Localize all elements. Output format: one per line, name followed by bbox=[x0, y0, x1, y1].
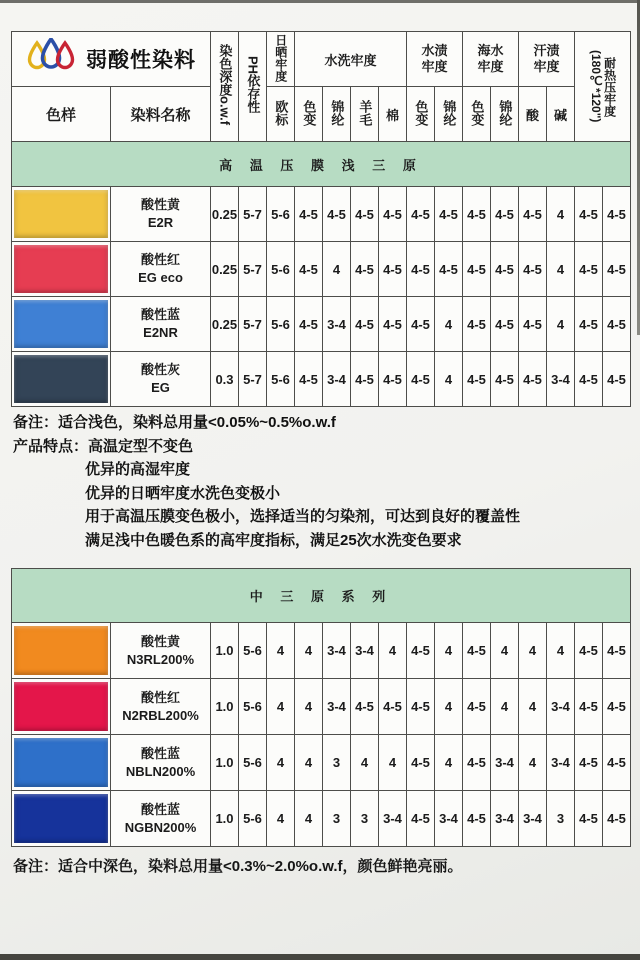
value-cell: 4-5 bbox=[603, 791, 631, 847]
value-cell: 5-6 bbox=[239, 623, 267, 679]
swatch-cell bbox=[12, 679, 111, 735]
brand-title: 弱酸性染料 bbox=[86, 49, 196, 72]
value-cell: 4-5 bbox=[435, 187, 463, 242]
value-cell: 5-6 bbox=[267, 242, 295, 297]
table-row bbox=[12, 735, 631, 791]
col-sweat-acid: 酸 bbox=[519, 87, 547, 142]
series-banner-row bbox=[12, 569, 631, 623]
value-cell: 4-5 bbox=[575, 735, 603, 791]
value-cell: 4 bbox=[295, 735, 323, 791]
table-row bbox=[12, 623, 631, 679]
header-group-row bbox=[12, 32, 631, 87]
value-cell: 5-7 bbox=[239, 297, 267, 352]
medium-trichromatic-table bbox=[11, 568, 631, 847]
table-row bbox=[12, 791, 631, 847]
value-cell: 3 bbox=[351, 791, 379, 847]
value-cell: 4 bbox=[435, 352, 463, 407]
dye-name: 酸性蓝 NGBN200% bbox=[111, 791, 211, 847]
value-cell: 4-5 bbox=[575, 352, 603, 407]
value-cell: 4-5 bbox=[407, 735, 435, 791]
value-cell: 4-5 bbox=[519, 242, 547, 297]
value-cell: 4-5 bbox=[603, 242, 631, 297]
col-sun-eu: 欧标 bbox=[267, 87, 295, 142]
value-cell: 4 bbox=[547, 623, 575, 679]
value-cell: 4-5 bbox=[379, 187, 407, 242]
col-sweat-alkali: 碱 bbox=[547, 87, 575, 142]
value-cell: 1.0 bbox=[211, 679, 239, 735]
value-cell: 4-5 bbox=[603, 679, 631, 735]
dye-name: 酸性红 EG eco bbox=[111, 242, 211, 297]
col-wash-group: 水洗牢度 bbox=[295, 32, 407, 87]
value-cell: 3-4 bbox=[351, 623, 379, 679]
value-cell: 4 bbox=[519, 623, 547, 679]
value-cell: 4-5 bbox=[351, 297, 379, 352]
feature-item: 优异的高湿牢度 bbox=[85, 461, 191, 478]
value-cell: 5-7 bbox=[239, 187, 267, 242]
col-wash-cotton: 棉 bbox=[379, 87, 407, 142]
heat-name-label: 耐热压牢度 bbox=[602, 56, 617, 117]
value-cell: 4-5 bbox=[407, 297, 435, 352]
table-row bbox=[12, 679, 631, 735]
col-sea-group: 海水牢度 bbox=[463, 32, 519, 87]
value-cell: 4 bbox=[267, 791, 295, 847]
value-cell: 4-5 bbox=[463, 297, 491, 352]
value-cell: 4 bbox=[295, 791, 323, 847]
value-cell: 4-5 bbox=[491, 352, 519, 407]
value-cell: 4-5 bbox=[323, 187, 351, 242]
value-cell: 1.0 bbox=[211, 735, 239, 791]
value-cell: 4-5 bbox=[519, 352, 547, 407]
value-cell: 4 bbox=[267, 623, 295, 679]
value-cell: 5-6 bbox=[239, 735, 267, 791]
swatch-cell bbox=[12, 791, 111, 847]
value-cell: 3 bbox=[323, 735, 351, 791]
feature-item: 优异的日晒牢度水洗色变极小 bbox=[85, 484, 281, 502]
value-cell: 4-5 bbox=[603, 352, 631, 407]
value-cell: 3-4 bbox=[323, 679, 351, 735]
value-cell: 4-5 bbox=[575, 679, 603, 735]
value-cell: 4 bbox=[547, 242, 575, 297]
value-cell: 4-5 bbox=[463, 791, 491, 847]
value-cell: 4-5 bbox=[463, 352, 491, 407]
table-row bbox=[12, 242, 631, 297]
value-cell: 4 bbox=[295, 623, 323, 679]
color-swatch bbox=[14, 190, 108, 238]
value-cell: 4-5 bbox=[407, 679, 435, 735]
value-cell: 1.0 bbox=[211, 623, 239, 679]
value-cell: 3-4 bbox=[519, 791, 547, 847]
value-cell: 4-5 bbox=[491, 297, 519, 352]
value-cell: 3-4 bbox=[379, 791, 407, 847]
heat-temp-label: (180℃*120") bbox=[589, 50, 604, 123]
value-cell: 4-5 bbox=[435, 242, 463, 297]
value-cell: 4-5 bbox=[463, 623, 491, 679]
table1-notes bbox=[13, 411, 623, 552]
value-cell: 4-5 bbox=[351, 352, 379, 407]
value-cell: 4-5 bbox=[575, 187, 603, 242]
value-cell: 5-7 bbox=[239, 242, 267, 297]
table-row bbox=[12, 297, 631, 352]
value-cell: 4-5 bbox=[491, 187, 519, 242]
value-cell: 4 bbox=[379, 623, 407, 679]
swatch-cell bbox=[12, 735, 111, 791]
value-cell: 4-5 bbox=[463, 735, 491, 791]
color-swatch bbox=[14, 738, 108, 787]
value-cell: 5-6 bbox=[267, 187, 295, 242]
value-cell: 4-5 bbox=[351, 187, 379, 242]
swatch-cell bbox=[12, 352, 111, 407]
dye-name: 酸性蓝 E2NR bbox=[111, 297, 211, 352]
value-cell: 4-5 bbox=[351, 242, 379, 297]
col-ph: PH依存性 bbox=[239, 32, 267, 142]
photo-edge-bottom bbox=[0, 954, 640, 960]
note-line: 备注：适合浅色，染料总用量<0.05%~0.5%o.w.f bbox=[13, 414, 336, 431]
value-cell: 3-4 bbox=[547, 735, 575, 791]
value-cell: 0.3 bbox=[211, 352, 239, 407]
value-cell: 4-5 bbox=[575, 242, 603, 297]
value-cell: 4 bbox=[267, 679, 295, 735]
value-cell: 4-5 bbox=[491, 242, 519, 297]
value-cell: 0.25 bbox=[211, 297, 239, 352]
value-cell: 4-5 bbox=[463, 187, 491, 242]
feature-item: 满足浅中色暖色系的高牢度指标，满足25次水洗变色要求 bbox=[85, 531, 462, 549]
value-cell: 3 bbox=[323, 791, 351, 847]
series-banner: 高 温 压 膜 浅 三 原 bbox=[12, 142, 631, 187]
value-cell: 4-5 bbox=[407, 623, 435, 679]
series-banner: 中 三 原 系 列 bbox=[12, 569, 631, 623]
col-sample: 色样 bbox=[12, 87, 111, 142]
value-cell: 3-4 bbox=[491, 735, 519, 791]
value-cell: 4-5 bbox=[575, 623, 603, 679]
value-cell: 4-5 bbox=[351, 679, 379, 735]
value-cell: 3-4 bbox=[323, 623, 351, 679]
table-row bbox=[12, 187, 631, 242]
col-sun-group: 日晒牢度 bbox=[267, 32, 295, 87]
value-cell: 4-5 bbox=[379, 679, 407, 735]
value-cell: 4 bbox=[351, 735, 379, 791]
value-cell: 3-4 bbox=[491, 791, 519, 847]
value-cell: 4 bbox=[379, 735, 407, 791]
col-water-nylon: 锦纶 bbox=[435, 87, 463, 142]
value-cell: 4-5 bbox=[407, 242, 435, 297]
features-line: 产品特点：高温定型不变色 bbox=[13, 437, 194, 455]
color-swatch bbox=[14, 355, 108, 403]
table2-note: 备注：适合中深色，染料总用量<0.3%~2.0%o.w.f，颜色鲜艳亮丽。 bbox=[13, 858, 463, 875]
col-name: 染料名称 bbox=[111, 87, 211, 142]
value-cell: 3-4 bbox=[323, 297, 351, 352]
value-cell: 4-5 bbox=[603, 623, 631, 679]
light-trichromatic-table bbox=[11, 31, 631, 407]
value-cell: 4-5 bbox=[407, 352, 435, 407]
col-wash-change: 色变 bbox=[295, 87, 323, 142]
value-cell: 4 bbox=[323, 242, 351, 297]
value-cell: 4-5 bbox=[519, 187, 547, 242]
table-row bbox=[12, 352, 631, 407]
dye-name: 酸性黄 E2R bbox=[111, 187, 211, 242]
value-cell: 4-5 bbox=[379, 352, 407, 407]
value-cell: 5-7 bbox=[239, 352, 267, 407]
photo-edge-top bbox=[0, 0, 640, 3]
value-cell: 3-4 bbox=[435, 791, 463, 847]
col-heat bbox=[575, 32, 631, 142]
color-swatch bbox=[14, 245, 108, 293]
value-cell: 4 bbox=[519, 679, 547, 735]
value-cell: 4 bbox=[519, 735, 547, 791]
value-cell: 4 bbox=[435, 735, 463, 791]
dye-name: 酸性黄 N3RL200% bbox=[111, 623, 211, 679]
value-cell: 4-5 bbox=[463, 679, 491, 735]
value-cell: 4-5 bbox=[295, 352, 323, 407]
value-cell: 4 bbox=[547, 187, 575, 242]
series-banner-row bbox=[12, 142, 631, 187]
color-swatch bbox=[14, 682, 108, 731]
value-cell: 4 bbox=[435, 679, 463, 735]
value-cell: 3-4 bbox=[547, 679, 575, 735]
value-cell: 5-6 bbox=[267, 297, 295, 352]
swatch-cell bbox=[12, 187, 111, 242]
value-cell: 4-5 bbox=[603, 187, 631, 242]
value-cell: 4 bbox=[267, 735, 295, 791]
value-cell: 4-5 bbox=[295, 297, 323, 352]
value-cell: 4-5 bbox=[379, 242, 407, 297]
value-cell: 5-6 bbox=[239, 791, 267, 847]
value-cell: 3 bbox=[547, 791, 575, 847]
col-water-change: 色变 bbox=[407, 87, 435, 142]
color-swatch bbox=[14, 794, 108, 843]
value-cell: 4-5 bbox=[295, 187, 323, 242]
value-cell: 4-5 bbox=[603, 297, 631, 352]
brand-header-cell bbox=[12, 32, 211, 87]
value-cell: 4 bbox=[491, 679, 519, 735]
value-cell: 4-5 bbox=[463, 242, 491, 297]
value-cell: 4-5 bbox=[407, 791, 435, 847]
value-cell: 4-5 bbox=[575, 297, 603, 352]
col-wash-wool: 羊毛 bbox=[351, 87, 379, 142]
col-water-group: 水渍牢度 bbox=[407, 32, 463, 87]
col-sweat-group: 汗渍牢度 bbox=[519, 32, 575, 87]
dye-drops-logo-icon bbox=[26, 38, 78, 81]
value-cell: 4-5 bbox=[575, 791, 603, 847]
col-sea-change: 色变 bbox=[463, 87, 491, 142]
dye-name: 酸性灰 EG bbox=[111, 352, 211, 407]
value-cell: 5-6 bbox=[239, 679, 267, 735]
value-cell: 5-6 bbox=[267, 352, 295, 407]
color-swatch bbox=[14, 300, 108, 348]
value-cell: 0.25 bbox=[211, 187, 239, 242]
swatch-cell bbox=[12, 297, 111, 352]
col-sea-nylon: 锦纶 bbox=[491, 87, 519, 142]
value-cell: 4-5 bbox=[519, 297, 547, 352]
swatch-cell bbox=[12, 623, 111, 679]
dye-name: 酸性红 N2RBL200% bbox=[111, 679, 211, 735]
col-depth: 染色深度o.w.f bbox=[211, 32, 239, 142]
feature-item: 用于高温压膜变色极小，选择适当的匀染剂，可达到良好的覆盖性 bbox=[85, 508, 521, 525]
header-sub-row bbox=[12, 87, 631, 142]
value-cell: 4-5 bbox=[603, 735, 631, 791]
value-cell: 0.25 bbox=[211, 242, 239, 297]
value-cell: 4-5 bbox=[379, 297, 407, 352]
dye-name: 酸性蓝 NBLN200% bbox=[111, 735, 211, 791]
value-cell: 4-5 bbox=[407, 187, 435, 242]
value-cell: 4-5 bbox=[295, 242, 323, 297]
value-cell: 1.0 bbox=[211, 791, 239, 847]
value-cell: 4 bbox=[435, 623, 463, 679]
swatch-cell bbox=[12, 242, 111, 297]
value-cell: 3-4 bbox=[547, 352, 575, 407]
value-cell: 4 bbox=[491, 623, 519, 679]
value-cell: 4 bbox=[547, 297, 575, 352]
value-cell: 4 bbox=[435, 297, 463, 352]
col-wash-nylon: 锦纶 bbox=[323, 87, 351, 142]
color-swatch bbox=[14, 626, 108, 675]
value-cell: 3-4 bbox=[323, 352, 351, 407]
value-cell: 4 bbox=[295, 679, 323, 735]
